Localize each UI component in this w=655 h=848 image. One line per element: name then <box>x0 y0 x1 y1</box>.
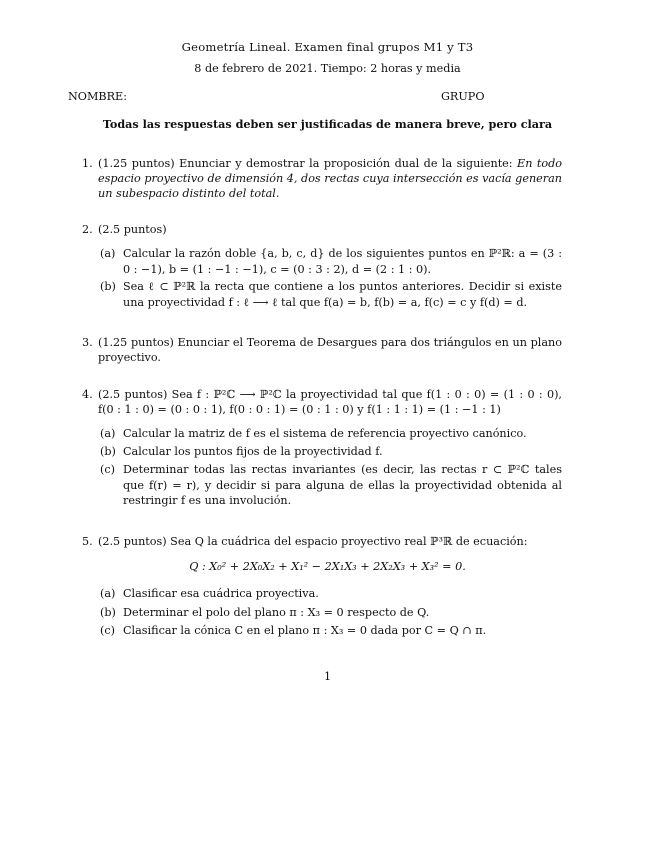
subitem-label: (b) <box>100 445 116 458</box>
question-4c <box>100 462 562 509</box>
question-5c <box>100 623 562 639</box>
question-2b <box>100 279 562 310</box>
page-number: 1 <box>323 670 332 683</box>
subitem-text: Calcular la matriz de f es el sistema de referencia proyectivo canónico. <box>123 427 527 440</box>
subitem-label: (b) <box>100 606 116 619</box>
subitem-label: (b) <box>100 280 116 293</box>
question-2 <box>82 222 562 237</box>
subitem-label: (a) <box>100 247 116 260</box>
subitem-text: Clasificar esa cuádrica proyectiva. <box>123 587 319 600</box>
question-number: 5. <box>82 535 93 548</box>
question-3 <box>82 335 562 365</box>
question-text: (1.25 puntos) Enunciar el Teorema de Desargues para dos triángulos en un plano proyectivo. <box>98 336 562 364</box>
subitem-text: Clasificar la cónica C en el plano π : X₃ = 0 dada por C = Q ∩ π. <box>123 624 487 637</box>
question-statement: En todo espacio proyectivo de dimensión 4, dos rectas cuya intersección es vacía generan un subespacio distinto del total. <box>98 157 563 200</box>
subitem-label: (c) <box>100 463 115 476</box>
subitem-text: Determinar el polo del plano π : X₃ = 0 respecto de Q. <box>123 606 430 619</box>
subitem-text: Determinar todas las rectas invariantes (es decir, las rectas r ⊂ ℙ²ℂ tales que f(r) = r), y decidir si para alguna de ellas la proyectividad obtenida al restringir f es una involución. <box>123 463 562 507</box>
subitem-label: (a) <box>100 427 116 440</box>
nombre-label: NOMBRE: <box>68 90 127 103</box>
subitem-text: Calcular los puntos fijos de la proyectividad f. <box>123 445 383 458</box>
exam-subtitle: 8 de febrero de 2021. Tiempo: 2 horas y media <box>194 62 461 75</box>
grupo-label: GRUPO <box>441 90 485 103</box>
question-number: 4. <box>82 388 93 401</box>
question-text: (2.5 puntos) Sea Q la cuádrica del espacio proyectivo real ℙ³ℝ de ecuación: <box>98 535 528 548</box>
question-text: (2.5 puntos) <box>98 223 167 236</box>
subitem-label: (a) <box>100 587 116 600</box>
question-number: 3. <box>82 336 93 349</box>
subitem-text: Sea ℓ ⊂ ℙ²ℝ la recta que contiene a los puntos anteriores. Decidir si existe una proyectividad f : ℓ ⟶ ℓ tal que f(a) = b, f(b) = a, f(c) = c y f(d) = d. <box>123 280 562 309</box>
question-text: (2.5 puntos) Sea f : ℙ²ℂ ⟶ ℙ²ℂ la proyectividad tal que f(1 : 0 : 0) = (1 : 0 : 0), f(0 : 1 : 0) = (0 : 0 : 1), f(0 : 0 : 1) = (0 : 1 : 0) y f(1 : 1 : 1) = (1 : −1 : 1) <box>98 388 562 416</box>
question-number: 1. <box>82 157 93 170</box>
question-1 <box>82 156 562 201</box>
question-number: 2. <box>82 223 93 236</box>
exam-title: Geometría Lineal. Examen final grupos M1 y T3 <box>181 40 474 54</box>
question-4b <box>100 444 562 460</box>
question-4a <box>100 426 562 442</box>
subitem-text: Calcular la razón doble {a, b, c, d} de los siguientes puntos en ℙ²ℝ: a = (3 : 0 : −1), b = (1 : −1 : −1), c = (0 : 3 : 2), d = (2 : 1 : 0). <box>123 247 562 276</box>
question-text: (1.25 puntos) Enunciar y demostrar la proposición dual de la siguiente: <box>98 157 518 170</box>
question-5a <box>100 586 562 602</box>
question-5b <box>100 605 562 621</box>
question-4 <box>82 387 562 417</box>
instructions: Todas las respuestas deben ser justificadas de manera breve, pero clara <box>102 117 553 131</box>
question-5 <box>82 534 562 549</box>
subitem-label: (c) <box>100 624 115 637</box>
question-2a <box>100 246 562 277</box>
quadric-equation: Q : X₀² + 2X₀X₂ + X₁² − 2X₁X₃ + 2X₂X₃ + X₃² = 0. <box>189 560 466 573</box>
